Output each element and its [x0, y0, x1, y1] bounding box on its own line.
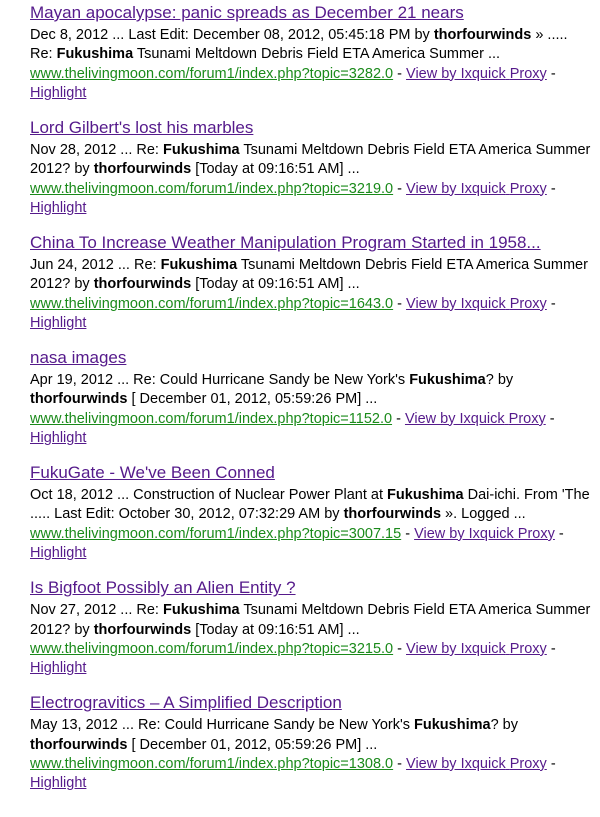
snippet-text: Tsunami Meltdown Debris Field ETA America Summer 2012? by — [30, 602, 591, 638]
snippet-highlight-term: Fukushima — [409, 372, 486, 389]
highlight-link[interactable]: Highlight — [30, 199, 87, 216]
snippet-text: ». Logged ... — [441, 506, 526, 523]
snippet-highlight-term: thorfourwinds — [343, 506, 442, 523]
result-title-link[interactable]: FukuGate - We've Been Conned — [30, 463, 275, 483]
proxy-label-part1: View by Ixquick — [406, 755, 506, 772]
snippet-text: Jun 24, 2012 ... Re: — [30, 257, 161, 274]
result-title-row — [30, 117, 592, 140]
proxy-label-part1: View by Ixquick — [414, 525, 514, 542]
snippet-highlight-term: Fukushima — [414, 717, 491, 734]
snippet-text: ? by — [485, 372, 514, 389]
snippet-highlight-term: Fukushima — [160, 257, 238, 274]
result-url-row — [30, 180, 592, 219]
snippet-text: [Today at 09:16:51 AM] ... — [191, 276, 360, 293]
snippet-text: Dec 8, 2012 ... Last Edit: December 08, 2012, 05:45:18 PM by — [30, 26, 434, 43]
snippet-highlight-term: Fukushima — [163, 142, 240, 158]
result-snippet — [30, 486, 592, 525]
snippet-highlight-term: Fukushima — [387, 487, 464, 504]
proxy-label-part2: Proxy — [509, 65, 547, 82]
search-results-list — [0, 2, 600, 793]
proxy-label-part1: View by Ixquick — [404, 410, 505, 427]
result-snippet — [30, 26, 592, 65]
snippet-text: Nov 28, 2012 ... Re: — [30, 142, 163, 158]
result-title-link[interactable]: Is Bigfoot Possibly an Alien Entity ? — [30, 578, 296, 598]
snippet-highlight-term: thorfourwinds — [433, 26, 532, 43]
result-title-row — [30, 692, 592, 715]
search-result — [30, 232, 592, 333]
url-separator-dash: - — [397, 755, 402, 772]
snippet-text: May 13, 2012 ... Re: Could Hurricane Sandy be New York's — [30, 717, 415, 734]
proxy-separator — [547, 296, 556, 312]
search-result — [30, 692, 592, 793]
snippet-highlight-term: Fukushima — [163, 602, 240, 619]
snippet-text: ? by — [490, 717, 518, 734]
result-title-link[interactable]: Electrogravitics – A Simplified Description — [30, 693, 342, 713]
proxy-separator-dash: - — [549, 410, 555, 427]
result-snippet — [30, 256, 592, 295]
highlight-link[interactable]: Highlight — [30, 429, 87, 446]
search-result — [30, 347, 592, 448]
snippet-highlight-term: thorfourwinds — [30, 391, 128, 408]
snippet-text: Tsunami Meltdown Debris Field ETA America Summer 2012? by — [30, 257, 588, 293]
result-url-row — [30, 410, 592, 449]
proxy-separator — [555, 526, 564, 542]
proxy-label-part2: Proxy — [509, 295, 547, 312]
url-separator — [393, 756, 406, 772]
url-separator — [392, 411, 405, 427]
snippet-text: Tsunami Meltdown Debris Field ETA America Summer 2012? by — [30, 142, 591, 178]
result-url-link[interactable]: www.thelivingmoon.com/forum1/index.php?topic=1152.0 — [30, 410, 393, 427]
proxy-separator-dash: - — [550, 65, 556, 82]
result-title-row — [30, 347, 592, 370]
proxy-label-part1: View by Ixquick — [406, 295, 506, 312]
result-url-row — [30, 295, 592, 334]
url-separator — [393, 296, 406, 312]
view-by-ixquick-proxy-link[interactable] — [406, 756, 547, 772]
view-by-ixquick-proxy-link[interactable] — [405, 411, 546, 427]
search-result — [30, 577, 592, 678]
highlight-link[interactable]: Highlight — [30, 84, 87, 101]
proxy-label-part1: View by Ixquick — [406, 65, 506, 82]
proxy-label-part2: Proxy — [509, 755, 547, 772]
proxy-separator — [546, 411, 555, 427]
result-url-link[interactable]: www.thelivingmoon.com/forum1/index.php?topic=1308.0 — [30, 755, 394, 772]
snippet-text: [ December 01, 2012, 05:59:26 PM] ... — [127, 736, 378, 753]
result-url-link[interactable]: www.thelivingmoon.com/forum1/index.php?topic=3007.15 — [30, 525, 402, 542]
url-separator — [401, 526, 414, 542]
view-by-ixquick-proxy-link[interactable] — [406, 66, 547, 82]
result-snippet — [30, 371, 592, 410]
url-separator-dash: - — [396, 410, 401, 427]
proxy-separator — [547, 181, 556, 197]
url-separator — [393, 66, 406, 82]
result-url-row — [30, 525, 592, 564]
result-snippet — [30, 601, 592, 640]
url-separator-dash: - — [397, 180, 402, 197]
result-url-link[interactable]: www.thelivingmoon.com/forum1/index.php?topic=3282.0 — [30, 65, 394, 82]
view-by-ixquick-proxy-link[interactable] — [406, 296, 547, 312]
url-separator-dash: - — [397, 65, 402, 82]
result-snippet — [30, 716, 592, 755]
result-url-link[interactable]: www.thelivingmoon.com/forum1/index.php?topic=3219.0 — [30, 180, 394, 197]
proxy-label-part1: View by Ixquick — [406, 640, 506, 657]
snippet-text: Dai-ichi. From 'The ..... Last Edit: October 30, 2012, 07:32:29 AM by — [30, 487, 590, 523]
snippet-text: » ..... Re: — [30, 26, 568, 63]
proxy-separator — [547, 66, 556, 82]
search-result — [30, 462, 592, 563]
proxy-separator-dash: - — [550, 180, 556, 197]
proxy-label-part2: Proxy — [517, 525, 555, 542]
snippet-text: Apr 19, 2012 ... Re: Could Hurricane Sandy be New York's — [30, 372, 410, 389]
result-url-row — [30, 65, 592, 104]
url-separator — [393, 181, 406, 197]
snippet-text: [Today at 09:16:51 AM] ... — [191, 161, 360, 178]
result-url-row — [30, 755, 592, 794]
proxy-label-part1: View by Ixquick — [406, 180, 506, 197]
result-url-link[interactable]: www.thelivingmoon.com/forum1/index.php?topic=3215.0 — [30, 640, 394, 657]
highlight-link[interactable]: Highlight — [30, 545, 87, 562]
result-title-link[interactable]: nasa images — [30, 348, 127, 368]
view-by-ixquick-proxy-link[interactable] — [406, 641, 547, 657]
view-by-ixquick-proxy-link[interactable] — [414, 526, 555, 542]
snippet-highlight-term: thorfourwinds — [93, 621, 192, 638]
result-title-link[interactable]: China To Increase Weather Manipulation Program Started in 1958... — [30, 233, 541, 253]
result-title-link[interactable]: Mayan apocalypse: panic spreads as December 21 nears — [30, 3, 464, 22]
snippet-text: [Today at 09:16:51 AM] ... — [191, 621, 360, 638]
proxy-label-part2: Proxy — [509, 640, 547, 657]
result-title-row — [30, 232, 592, 255]
proxy-separator-dash: - — [558, 525, 564, 542]
url-separator-dash: - — [397, 295, 402, 312]
result-snippet — [30, 141, 592, 180]
snippet-text: [ December 01, 2012, 05:59:26 PM] ... — [127, 391, 378, 408]
snippet-highlight-term: Fukushima — [56, 46, 134, 63]
url-separator-dash: - — [397, 640, 402, 657]
search-result — [30, 117, 592, 218]
proxy-separator-dash: - — [550, 295, 556, 312]
result-url-row — [30, 640, 592, 679]
snippet-highlight-term: thorfourwinds — [93, 276, 192, 293]
proxy-label-part2: Proxy — [509, 180, 547, 197]
snippet-highlight-term: thorfourwinds — [93, 161, 192, 178]
proxy-separator — [547, 756, 556, 772]
proxy-separator-dash: - — [550, 755, 556, 772]
snippet-text: Nov 27, 2012 ... Re: — [30, 602, 163, 619]
result-title-row — [30, 2, 592, 25]
url-separator-dash: - — [405, 525, 411, 542]
snippet-text: Oct 18, 2012 ... Construction of Nuclear Power Plant at — [30, 487, 388, 504]
proxy-separator — [547, 641, 556, 657]
highlight-link[interactable]: Highlight — [30, 660, 87, 677]
view-by-ixquick-proxy-link[interactable] — [406, 181, 547, 197]
proxy-label-part2: Proxy — [508, 410, 546, 427]
result-url-link[interactable]: www.thelivingmoon.com/forum1/index.php?topic=1643.0 — [30, 295, 394, 312]
snippet-highlight-term: thorfourwinds — [30, 736, 128, 753]
result-title-link[interactable]: Lord Gilbert's lost his marbles — [30, 118, 254, 138]
snippet-text: Tsunami Meltdown Debris Field ETA America Summer ... — [133, 46, 501, 63]
result-title-row — [30, 462, 592, 485]
highlight-link[interactable]: Highlight — [30, 775, 87, 792]
highlight-link[interactable]: Highlight — [30, 314, 87, 331]
proxy-separator-dash: - — [550, 640, 556, 657]
result-title-row — [30, 577, 592, 600]
url-separator — [393, 641, 406, 657]
search-result — [30, 2, 592, 103]
